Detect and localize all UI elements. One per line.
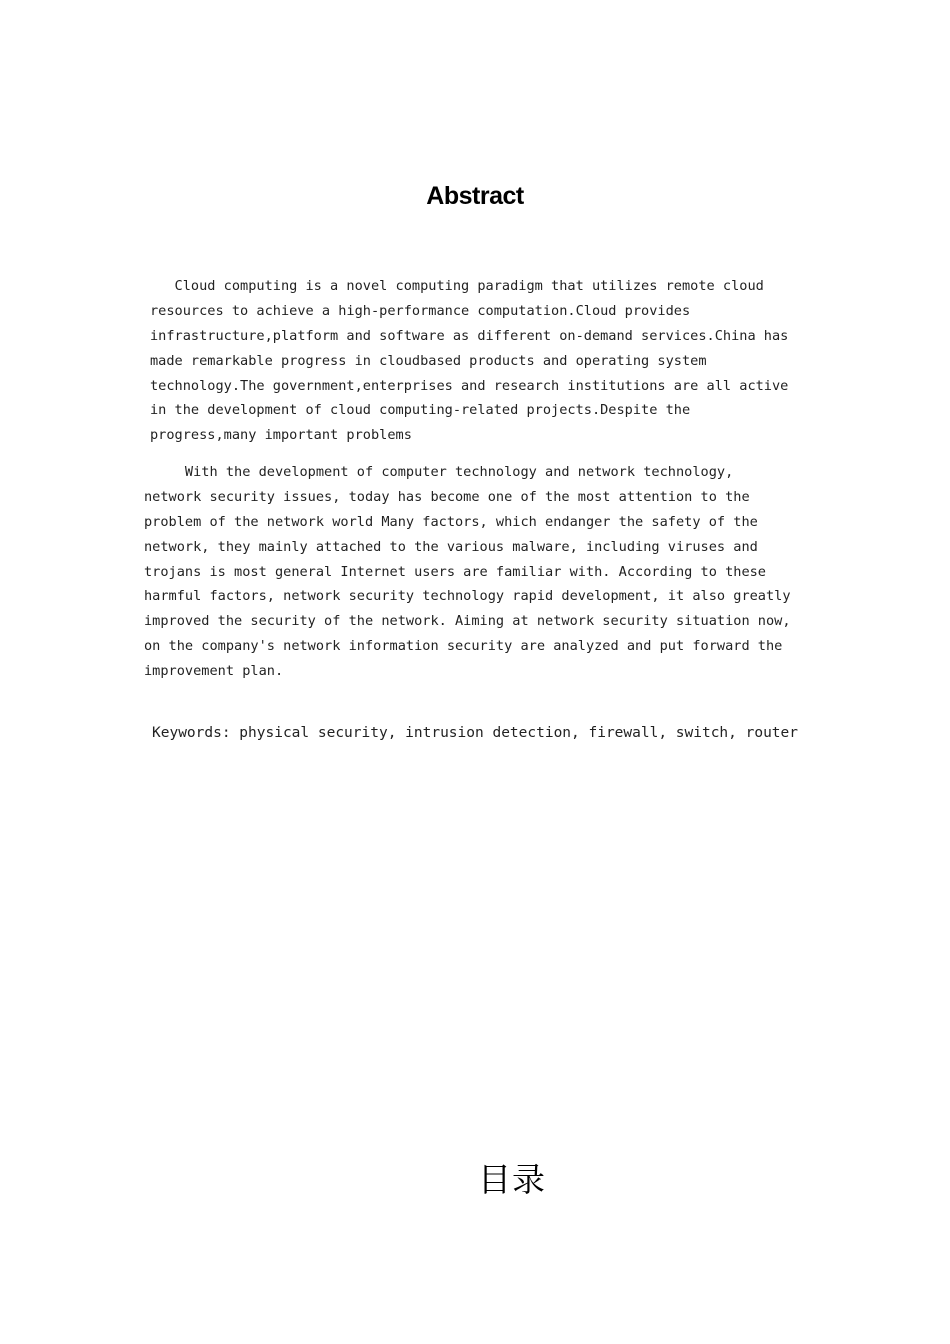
paragraph-line: trojans is most general Internet users are familiar with. According to these — [144, 563, 766, 580]
paragraph-line: technology.The government,enterprises and research institutions are all active — [150, 377, 789, 394]
paragraph-line: network, they mainly attached to the various malware, including viruses and — [144, 538, 758, 555]
toc-heading: 目录 — [478, 1160, 546, 1199]
abstract-paragraph-cloud — [150, 274, 830, 448]
abstract-heading: Abstract — [426, 182, 524, 210]
paragraph-line: improvement plan. — [144, 663, 284, 680]
paragraph-line: resources to achieve a high-performance computation.Cloud provides — [150, 302, 691, 319]
paragraph-line: With the development of computer technology and network technology, — [144, 464, 734, 480]
paragraph-line: progress,many important problems — [150, 427, 412, 444]
paragraph-line: harmful factors, network security technology rapid development, it also greatly — [144, 588, 791, 605]
paragraph-line: Cloud computing is a novel computing paradigm that utilizes remote cloud — [150, 278, 764, 294]
paragraph-line: infrastructure,platform and software as different on-demand services.China has — [150, 327, 789, 344]
paragraph-line: made remarkable progress in cloudbased products and operating system — [150, 352, 707, 369]
paragraph-line: problem of the network world Many factors, which endanger the safety of the — [144, 513, 758, 530]
paragraph-line: in the development of cloud computing-related projects.Despite the — [150, 402, 691, 419]
paragraph-line: network security issues, today has become one of the most attention to the — [144, 488, 750, 505]
keywords-line: Keywords: physical security, intrusion detection, firewall, switch, router — [152, 725, 799, 741]
paragraph-line: on the company's network information security are analyzed and put forward the — [144, 638, 783, 655]
abstract-paragraph-network — [144, 460, 824, 684]
paragraph-line: improved the security of the network. Aiming at network security situation now, — [144, 613, 791, 630]
